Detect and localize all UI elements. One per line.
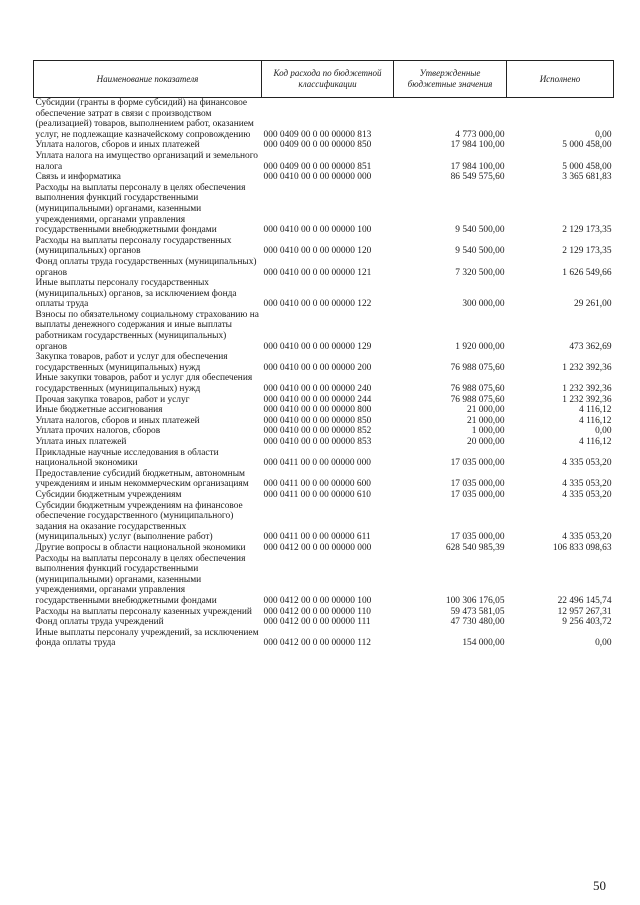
- row-approved-cell: 17 984 100,00: [450, 140, 505, 151]
- row-executed-cell: 1 232 392,36: [562, 394, 612, 405]
- row-approved-cell: 21 000,00: [467, 415, 505, 426]
- row-executed-cell: 0,00: [595, 426, 612, 437]
- row-code-cell: 000 0412 00 0 00 00000 112: [263, 638, 371, 649]
- row-code-cell: 000 0410 00 0 00 00000 120: [263, 246, 372, 257]
- row-executed-cell: 4 335 053,20: [562, 489, 612, 500]
- row-executed-cell: 0,00: [595, 129, 612, 140]
- row-executed-cell: 4 335 053,20: [562, 458, 612, 469]
- table-row: [34, 140, 614, 151]
- table-row: [34, 490, 614, 501]
- table-row: [34, 98, 614, 141]
- row-code-cell: 000 0412 00 0 00 00000 110: [263, 606, 371, 617]
- table-row: [34, 395, 614, 406]
- row-executed-cell: 0,00: [595, 638, 612, 649]
- row-name-cell: Субсидии (гранты в форме субсидий) на финансовое обеспечение затрат в связи с производством (реализацией) товаров, выполнением работ, оказанием услуг, не подлежащие казначейскому сопровождению: [35, 98, 254, 140]
- row-approved-cell: 76 988 075,60: [450, 394, 505, 405]
- row-executed-cell: 1 626 549,66: [562, 267, 612, 278]
- row-approved-cell: 86 549 575,60: [450, 172, 505, 183]
- row-code-cell: 000 0410 00 0 00 00000 850: [263, 415, 372, 426]
- row-approved-cell: 17 035 000,00: [450, 479, 505, 490]
- table-row: [34, 278, 614, 310]
- row-approved-cell: 76 988 075,60: [450, 384, 505, 395]
- table-row: [34, 236, 614, 257]
- row-name-cell: Субсидии бюджетным учреждениям: [35, 489, 182, 500]
- table-row: [34, 352, 614, 373]
- row-name-cell: Прикладные научные исследования в области национальной экономики: [35, 447, 219, 469]
- table-row: [34, 554, 614, 607]
- row-code-cell: 000 0410 00 0 00 00000 800: [263, 405, 372, 416]
- table-row: [34, 183, 614, 236]
- budget-execution-table: [33, 60, 614, 649]
- row-executed-cell: 4 116,12: [579, 415, 612, 426]
- row-executed-cell: 2 129 173,35: [562, 225, 612, 236]
- table-row: [34, 617, 614, 628]
- row-name-cell: Иные выплаты персоналу государственных (муниципальных) органов, за исключением фонда оплаты труда: [35, 278, 237, 310]
- row-approved-cell: 17 035 000,00: [450, 458, 505, 469]
- header-name: Наименование показателя: [34, 61, 262, 98]
- row-code-cell: 000 0411 00 0 00 00000 000: [263, 458, 371, 469]
- row-code-cell: 000 0410 00 0 00 00000 853: [263, 437, 372, 447]
- row-name-cell: Расходы на выплаты персоналу в целях обеспечения выполнения функций государственными (муниципальными) органами, казенными учреждениями, органами управления государственными внебюджетными фондами: [35, 553, 246, 606]
- table-row: [34, 172, 614, 183]
- row-name-cell: Уплата прочих налогов, сборов: [35, 426, 161, 437]
- row-code-cell: 000 0411 00 0 00 00000 600: [263, 479, 371, 490]
- row-code-cell: 000 0410 00 0 00 00000 100: [263, 225, 372, 236]
- row-approved-cell: 59 473 581,05: [450, 606, 505, 617]
- row-name-cell: Уплата налогов, сборов и иных платежей: [35, 415, 200, 426]
- row-approved-cell: 4 773 000,00: [455, 129, 505, 140]
- row-name-cell: Связь и информатика: [35, 172, 121, 183]
- page-number: 50: [593, 878, 606, 893]
- row-approved-cell: 9 540 500,00: [455, 225, 505, 236]
- row-name-cell: Уплата налога на имущество организаций и земельного налога: [35, 150, 258, 172]
- row-executed-cell: 3 365 681,83: [562, 172, 612, 183]
- table-row: [34, 437, 614, 448]
- header-code: Код расхода по бюджетной классификации: [262, 61, 394, 98]
- row-name-cell: Расходы на выплаты персоналу в целях обеспечения выполнения функций государственными (муниципальными) органами, казенными учреждениями, органами управления государственными внебюджетными фондами: [35, 182, 246, 236]
- table-row: [34, 151, 614, 172]
- row-approved-cell: 17 035 000,00: [450, 532, 505, 543]
- table-row: [34, 501, 614, 543]
- row-name-cell: Взносы по обязательному социальному страхованию на выплаты денежного содержания и иные выплаты работникам государственных (муниципальных) органов: [35, 309, 259, 352]
- table-row: [34, 373, 614, 394]
- row-name-cell: Прочая закупка товаров, работ и услуг: [35, 394, 190, 405]
- row-approved-cell: 21 000,00: [467, 405, 505, 416]
- row-approved-cell: 154 000,00: [462, 638, 505, 649]
- row-code-cell: 000 0412 00 0 00 00000 000: [263, 542, 372, 553]
- table-row: [34, 310, 614, 352]
- row-code-cell: 000 0411 00 0 00 00000 611: [263, 532, 371, 543]
- row-code-cell: 000 0410 00 0 00 00000 000: [263, 172, 372, 183]
- table-row: [34, 628, 614, 649]
- row-approved-cell: 20 000,00: [467, 437, 505, 447]
- row-approved-cell: 7 320 500,00: [455, 267, 505, 278]
- row-name-cell: Расходы на выплаты персоналу государственных (муниципальных) органов: [35, 235, 232, 257]
- row-code-cell: 000 0409 00 0 00 00000 851: [263, 161, 372, 172]
- row-executed-cell: 4 116,12: [579, 437, 612, 447]
- row-approved-cell: 1 920 000,00: [455, 341, 505, 352]
- budget-report-sheet: [33, 60, 613, 649]
- row-name-cell: Субсидии бюджетным учреждениям на финансовое обеспечение государственного (муниципального) задания на оказание государственных (муниципальных) услуг (выполнение работ): [35, 500, 243, 543]
- row-executed-cell: 473 362,69: [569, 341, 612, 352]
- table-row: [34, 448, 614, 469]
- row-approved-cell: 9 540 500,00: [455, 246, 505, 257]
- row-name-cell: Расходы на выплаты персоналу казенных учреждений: [35, 606, 252, 617]
- row-code-cell: 000 0410 00 0 00 00000 852: [263, 426, 372, 437]
- row-executed-cell: 1 232 392,36: [562, 384, 612, 395]
- table-row: [34, 543, 614, 554]
- row-approved-cell: 1 000,00: [471, 426, 505, 437]
- row-approved-cell: 47 730 480,00: [450, 617, 505, 628]
- row-executed-cell: 2 129 173,35: [562, 246, 612, 257]
- row-executed-cell: 29 261,00: [574, 299, 612, 310]
- row-code-cell: 000 0410 00 0 00 00000 200: [263, 362, 372, 373]
- row-name-cell: Фонд оплаты труда учреждений: [35, 617, 164, 628]
- row-name-cell: Иные закупки товаров, работ и услуг для обеспечения государственных (муниципальных) нужд: [35, 373, 253, 395]
- row-executed-cell: 5 000 458,00: [562, 140, 612, 151]
- row-name-cell: Закупка товаров, работ и услуг для обеспечения государственных (муниципальных) нужд: [35, 352, 228, 373]
- table-row: [34, 416, 614, 427]
- table-header-row: [34, 61, 614, 98]
- row-approved-cell: 17 984 100,00: [450, 161, 505, 172]
- table-row: [34, 607, 614, 618]
- row-name-cell: Уплата иных платежей: [35, 437, 127, 447]
- row-executed-cell: 4 335 053,20: [562, 479, 612, 490]
- row-code-cell: 000 0410 00 0 00 00000 122: [263, 299, 372, 310]
- table-row: [34, 257, 614, 278]
- table-row: [34, 426, 614, 437]
- row-code-cell: 000 0411 00 0 00 00000 610: [263, 489, 371, 500]
- row-executed-cell: 1 232 392,36: [562, 362, 612, 373]
- row-approved-cell: 76 988 075,60: [450, 362, 505, 373]
- row-code-cell: 000 0410 00 0 00 00000 244: [263, 394, 372, 405]
- row-executed-cell: 9 256 403,72: [562, 617, 612, 628]
- table-body: [34, 98, 614, 649]
- table-row: [34, 469, 614, 490]
- row-executed-cell: 106 833 098,63: [552, 542, 612, 553]
- row-name-cell: Другие вопросы в области национальной экономики: [35, 542, 246, 553]
- row-executed-cell: 12 957 267,31: [557, 606, 612, 617]
- row-code-cell: 000 0412 00 0 00 00000 111: [263, 617, 371, 628]
- row-approved-cell: 300 000,00: [462, 299, 505, 310]
- row-code-cell: 000 0409 00 0 00 00000 813: [263, 129, 372, 140]
- row-code-cell: 000 0410 00 0 00 00000 129: [263, 341, 372, 352]
- row-approved-cell: 100 306 176,05: [445, 595, 505, 606]
- row-executed-cell: 22 496 145,74: [557, 595, 612, 606]
- header-approved: Утвержденные бюджетные значения: [394, 61, 507, 98]
- row-executed-cell: 4 335 053,20: [562, 532, 612, 543]
- row-name-cell: Иные выплаты персоналу учреждений, за исключением фонда оплаты труда: [35, 627, 259, 649]
- row-name-cell: Уплата налогов, сборов и иных платежей: [35, 140, 200, 151]
- table-row: [34, 405, 614, 416]
- row-code-cell: 000 0412 00 0 00 00000 100: [263, 595, 372, 606]
- row-name-cell: Иные бюджетные ассигнования: [35, 405, 163, 416]
- row-approved-cell: 17 035 000,00: [450, 489, 505, 500]
- header-executed: Исполнено: [507, 61, 614, 98]
- row-executed-cell: 5 000 458,00: [562, 161, 612, 172]
- row-executed-cell: 4 116,12: [579, 405, 612, 416]
- row-code-cell: 000 0409 00 0 00 00000 850: [263, 140, 372, 151]
- row-code-cell: 000 0410 00 0 00 00000 121: [263, 267, 372, 278]
- row-name-cell: Предоставление субсидий бюджетным, автономным учреждениям и иным некоммерческим организациям: [35, 468, 249, 490]
- row-name-cell: Фонд оплаты труда государственных (муниципальных) органов: [35, 256, 257, 278]
- row-approved-cell: 628 540 985,39: [445, 542, 505, 553]
- row-code-cell: 000 0410 00 0 00 00000 240: [263, 384, 372, 395]
